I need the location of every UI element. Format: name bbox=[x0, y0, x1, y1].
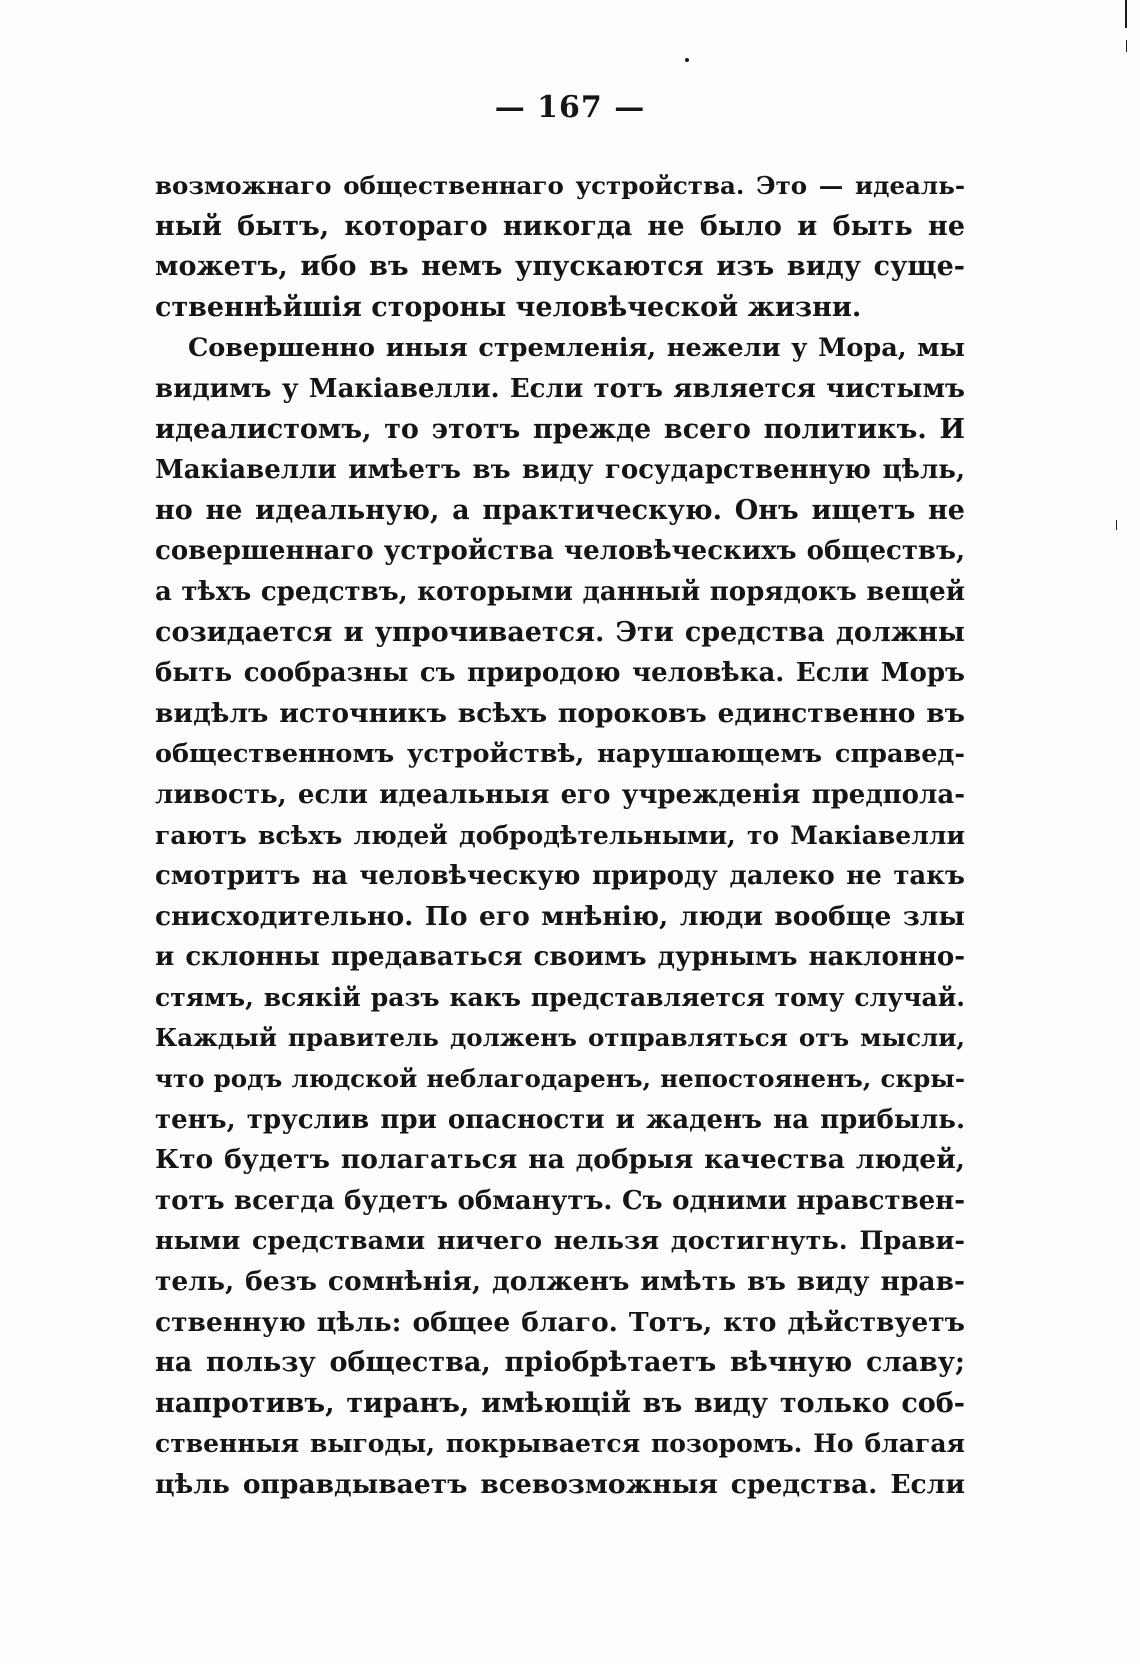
text-line: совершеннаго устройства человѣческихъ обществъ, bbox=[155, 536, 965, 567]
text-line: ливость, если идеальныя его учрежденія предпола- bbox=[155, 779, 965, 810]
text-line: тенъ, труслив при опасности и жаденъ на прибыль. bbox=[155, 1104, 965, 1135]
text-line: можетъ, ибо въ немъ упускаются изъ виду суще- bbox=[155, 251, 965, 283]
text-line: созидается и упрочивается. Эти средства должны bbox=[155, 616, 965, 648]
text-line: цѣль оправдываетъ всевозможныя средства. Если bbox=[155, 1469, 965, 1500]
text-line: смотритъ на человѣческую природу далеко не такъ bbox=[155, 861, 965, 892]
text-line: Макіавелли имѣетъ въ виду государственную цѣль, bbox=[155, 455, 965, 486]
scan-edge-mark bbox=[1126, 40, 1127, 52]
text-line: Кто будетъ полагаться на добрыя качества людей, bbox=[155, 1144, 965, 1176]
scan-edge-mark bbox=[1125, 0, 1127, 28]
text-line: гаютъ всѣхъ людей добродѣтельными, то Макіавелли bbox=[155, 820, 965, 850]
text-line: стямъ, всякій разъ какъ представляется тому случай. bbox=[155, 982, 965, 1012]
text-line: общественномъ устройствѣ, нарушающемъ справед- bbox=[155, 739, 965, 770]
text-line: ственную цѣль: общее благо. Тотъ, кто дѣйствуетъ bbox=[155, 1306, 965, 1338]
text-line: снисходительно. По его мнѣнію, люди вообще злы bbox=[155, 900, 965, 932]
scan-speck bbox=[685, 58, 689, 62]
text-line: но не идеальную, а практическую. Онъ ищетъ не bbox=[155, 494, 965, 526]
text-line: а тѣхъ средствъ, которыми данный порядокъ вещей bbox=[155, 576, 965, 607]
text-line: возможнаго общественнаго устройства. Это — идеаль- bbox=[155, 171, 965, 200]
text-line: видимъ у Макіавелли. Если тотъ является чистымъ bbox=[155, 373, 965, 404]
scan-edge-mark bbox=[1116, 520, 1117, 530]
text-line: Совершенно иныя стремленія, нежели у Мора, мы bbox=[188, 333, 965, 364]
text-line: идеалистомъ, то этотъ прежде всего политикъ. И bbox=[155, 413, 965, 445]
text-line: что родъ людской неблагодаренъ, непостояненъ, скры- bbox=[155, 1064, 965, 1094]
body-text bbox=[155, 166, 965, 1506]
text-line: на пользу общества, пріобрѣтаетъ вѣчную славу; bbox=[155, 1347, 965, 1379]
text-line: Каждый правитель долженъ отправляться отъ мысли, bbox=[155, 1023, 965, 1053]
text-line: ственнѣйшія стороны человѣческой жизни. bbox=[155, 291, 862, 323]
text-line: тель, безъ сомнѣнія, долженъ имѣть въ виду нрав- bbox=[155, 1266, 965, 1298]
page-number: — 167 — bbox=[494, 90, 646, 125]
text-line: ный бытъ, котораго никогда не было и быть не bbox=[155, 210, 965, 242]
text-line: видѣлъ источникъ всѣхъ пороковъ единственно въ bbox=[155, 697, 965, 729]
text-line: ными средствами ничего нельзя достигнуть. Прави- bbox=[155, 1226, 965, 1257]
text-line: быть сообразны съ природою человѣка. Если Моръ bbox=[155, 658, 965, 689]
text-line: напротивъ, тиранъ, имѣющій въ виду только соб- bbox=[155, 1387, 965, 1419]
text-line: тотъ всегда будетъ обманутъ. Съ одними нравствен- bbox=[155, 1185, 965, 1216]
text-line: и склонны предаваться своимъ дурнымъ наклонно- bbox=[155, 942, 965, 973]
text-line: ственныя выгоды, покрывается позоромъ. Но благая bbox=[155, 1429, 965, 1459]
